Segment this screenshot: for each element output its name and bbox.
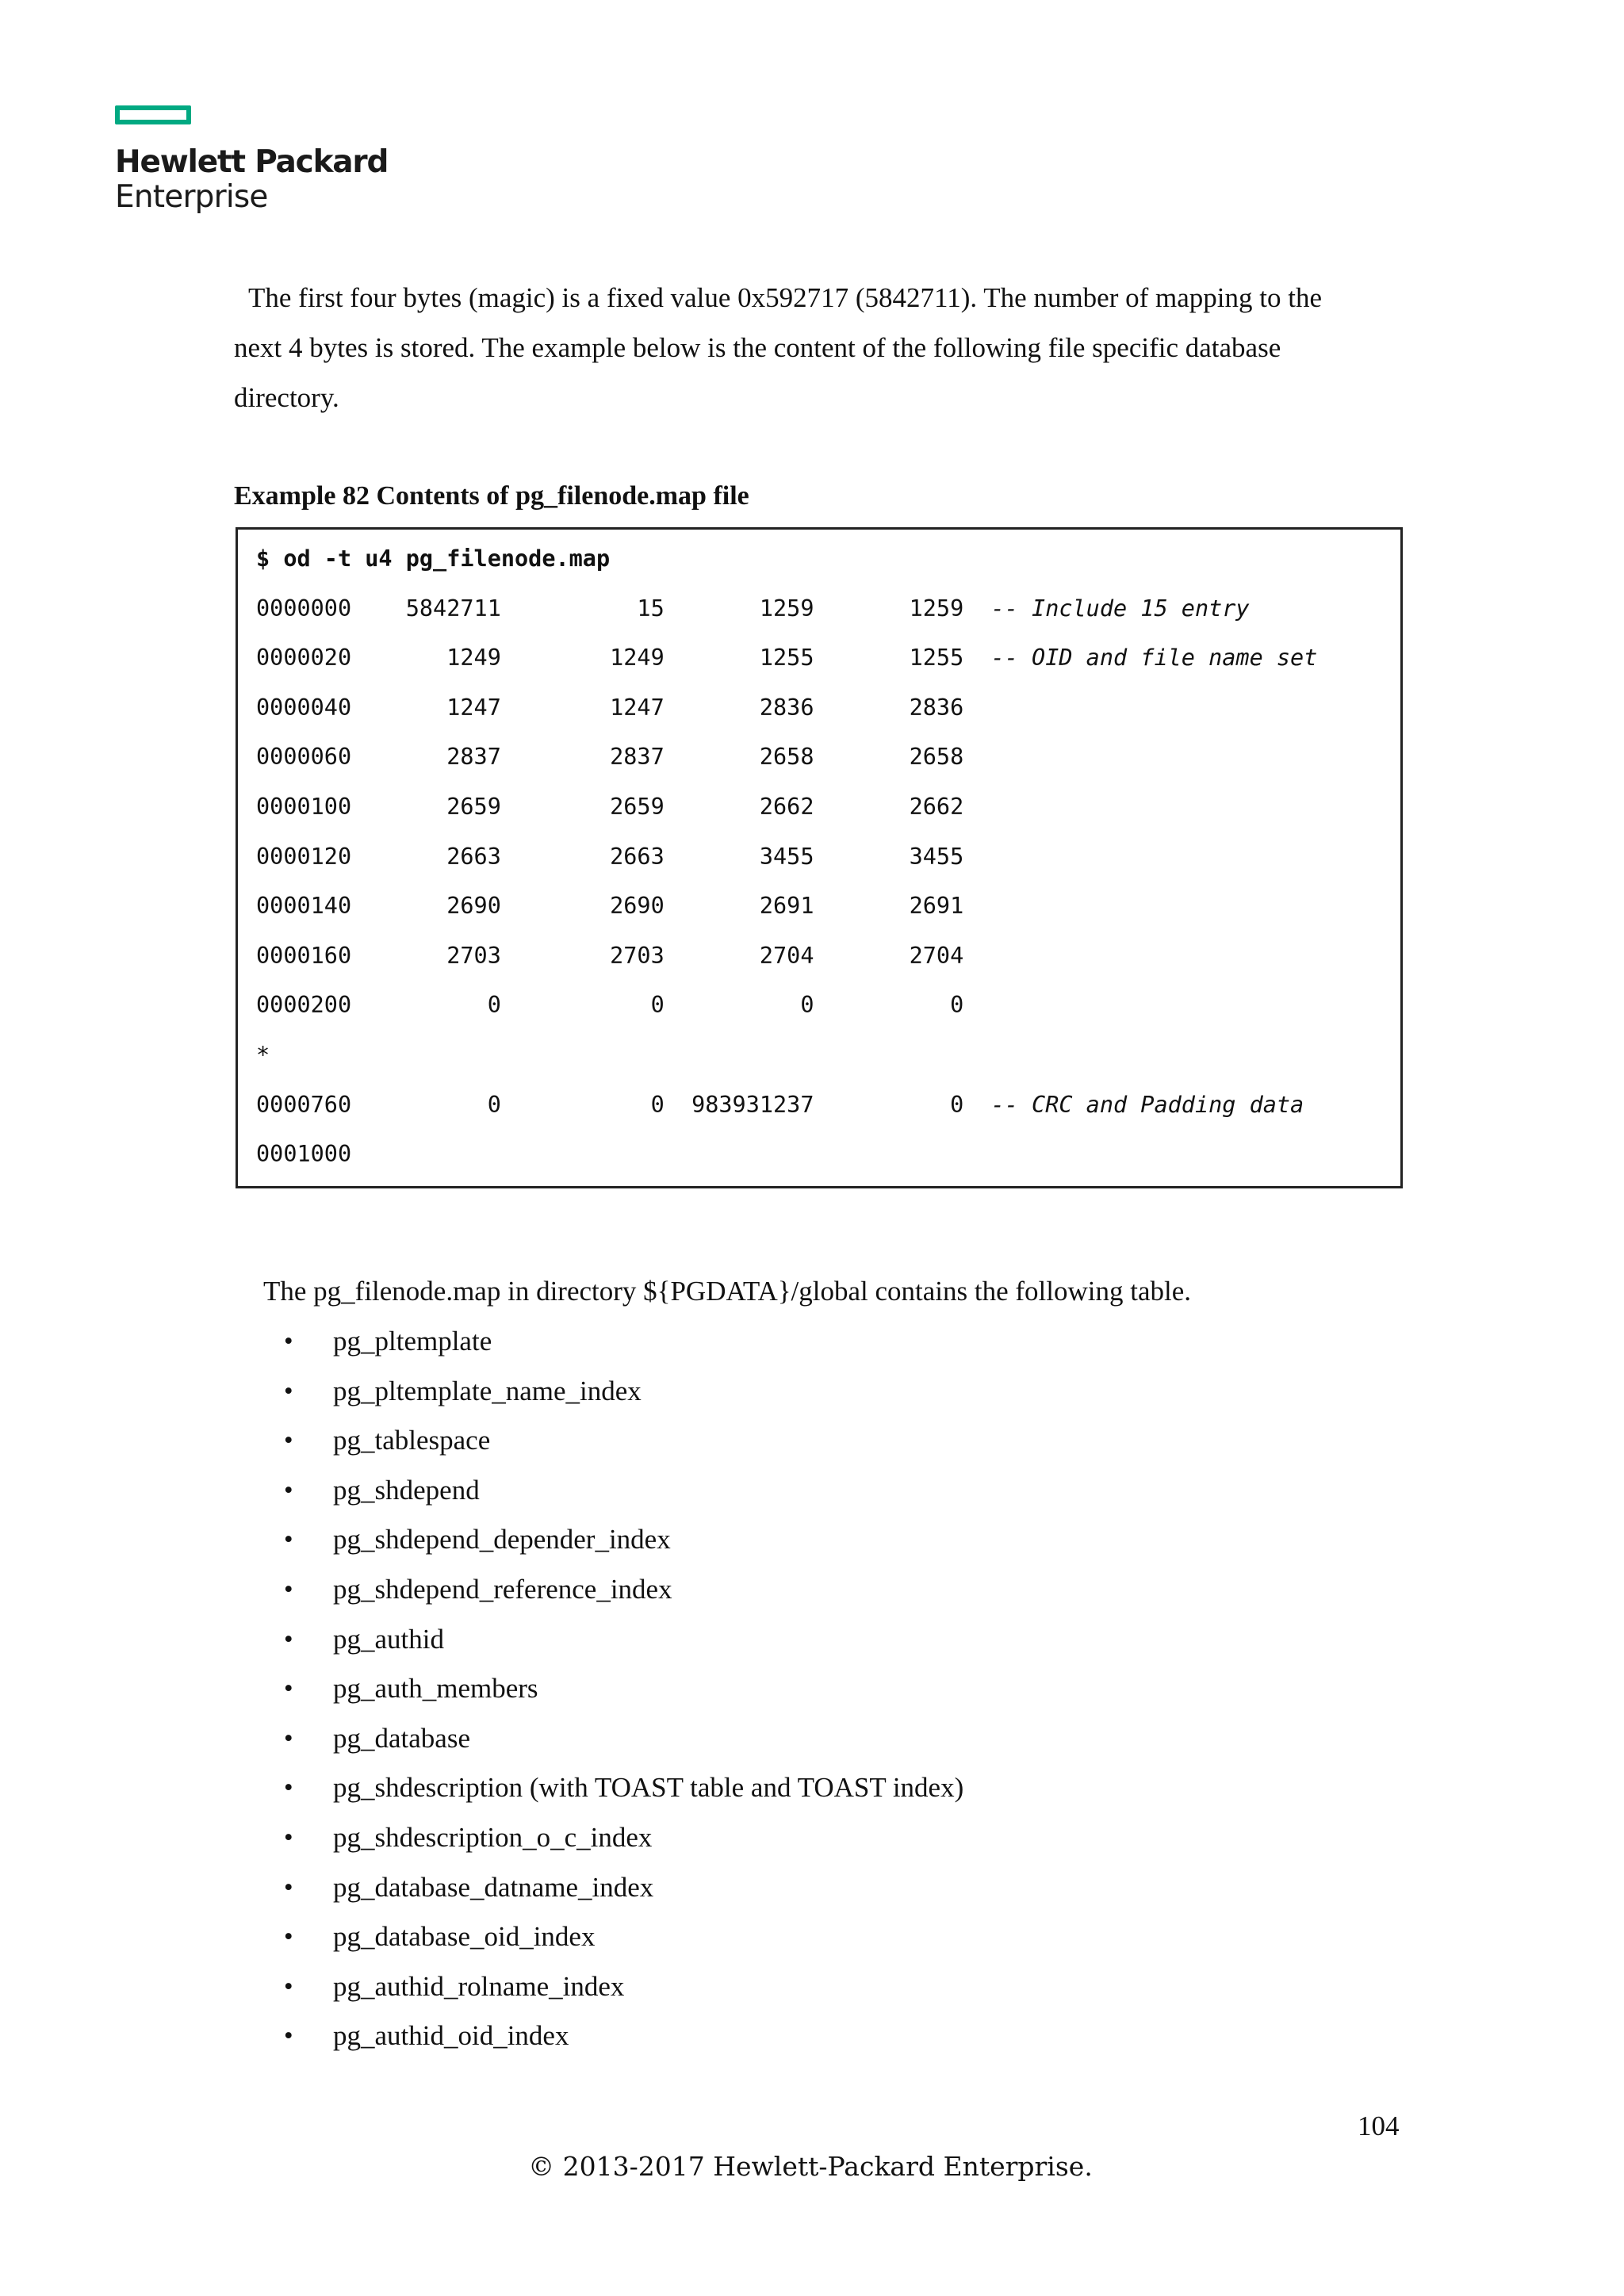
list-item (282, 1813, 963, 1863)
bullet-icon: • (284, 1525, 293, 1555)
intro-line: The first four bytes (magic) is a fixed value 0x592717 (5842711). The number of mapping to the (248, 282, 1322, 313)
code-line: 0001000 (256, 1141, 352, 1168)
bullet-icon: • (284, 1823, 293, 1852)
copyright-footer (0, 2149, 1624, 2184)
bullet-icon: • (284, 1724, 293, 1753)
list-item-label: pg_database (333, 1722, 470, 1754)
list-item-label: pg_authid_rolname_index (333, 1970, 625, 2002)
code-listing (256, 534, 1317, 1180)
hpe-logo-mark (115, 105, 191, 124)
list-item (282, 2011, 963, 2061)
list-item-label: pg_shdepend (333, 1474, 480, 1506)
code-line: 0000100 2659 2659 2662 2662 (256, 793, 964, 820)
list-item-label: pg_shdescription_o_c_index (333, 1821, 653, 1853)
list-item-label: pg_database_oid_index (333, 1921, 596, 1953)
code-comment: -- OID and file name set (963, 645, 1318, 672)
list-item-label: pg_authid (333, 1623, 444, 1655)
table-intro-text: The pg_filenode.map in directory ${PGDATA}/global contains the following table. (263, 1276, 1191, 1307)
list-item (282, 1317, 963, 1367)
intro-line: directory. (234, 382, 339, 413)
list-item (282, 1615, 963, 1665)
code-comment: -- CRC and Padding data (963, 1091, 1304, 1118)
table-list (282, 1317, 963, 2061)
bullet-icon: • (284, 1972, 293, 2001)
list-item (282, 1515, 963, 1565)
list-item-label: pg_pltemplate (333, 1326, 492, 1357)
copyright-text: © 2013-2017 Hewlett-Packard Enterprise. (528, 2151, 1093, 2182)
code-line: 0000200 0 0 0 0 (256, 992, 964, 1019)
bullet-icon: • (284, 1873, 293, 1902)
bullet-icon: • (284, 1575, 293, 1604)
list-item (282, 1763, 963, 1813)
list-item-label: pg_shdepend_depender_index (333, 1524, 671, 1556)
list-item-label: pg_tablespace (333, 1425, 491, 1456)
code-line: 0000120 2663 2663 3455 3455 (256, 843, 964, 870)
page-number: 104 (1358, 2110, 1400, 2141)
list-item (282, 1466, 963, 1516)
list-item (282, 1714, 963, 1764)
code-comment: -- Include 15 entry (963, 595, 1250, 622)
bullet-icon: • (284, 1624, 293, 1654)
code-line: 0000140 2690 2690 2691 2691 (256, 893, 964, 920)
bullet-icon: • (284, 1475, 293, 1505)
list-item (282, 1664, 963, 1714)
intro-line: next 4 bytes is stored. The example below is the content of the following file specific database (234, 332, 1281, 363)
code-line: 0000160 2703 2703 2704 2704 (256, 942, 964, 969)
list-item (282, 1863, 963, 1913)
list-item (282, 1962, 963, 2012)
logo-name-line1: Hewlett Packard (115, 144, 389, 180)
list-item-label: pg_auth_members (333, 1673, 538, 1705)
list-item-label: pg_pltemplate_name_index (333, 1375, 642, 1406)
bullet-icon: • (284, 1674, 293, 1704)
bullet-icon: • (284, 2022, 293, 2051)
bullet-icon: • (284, 1426, 293, 1456)
bullet-icon: • (284, 1923, 293, 1952)
list-item (282, 1912, 963, 1962)
code-block (236, 527, 1403, 1188)
logo-name-line2: Enterprise (115, 179, 268, 215)
list-item (282, 1565, 963, 1615)
bullet-icon: • (284, 1774, 293, 1803)
list-item (282, 1416, 963, 1466)
code-line: 0000040 1247 1247 2836 2836 (256, 694, 964, 721)
bullet-icon: • (284, 1327, 293, 1356)
code-command: $ od -t u4 pg_filenode.map (256, 545, 611, 572)
list-item-label: pg_shdescription (with TOAST table and TOAST index) (333, 1772, 964, 1804)
code-line: 0000020 1249 1249 1255 1255 -- OID and file name set (256, 645, 1318, 672)
list-item-label: pg_database_datname_index (333, 1871, 654, 1903)
bullet-icon: • (284, 1376, 293, 1406)
code-line: 0000760 0 0 983931237 0 -- CRC and Padding data (256, 1091, 1304, 1118)
example-caption: Example 82 Contents of pg_filenode.map file (234, 481, 749, 511)
list-item (282, 1367, 963, 1417)
code-line: 0000000 5842711 15 1259 1259 -- Include 15 entry (256, 595, 1250, 622)
list-item-label: pg_shdepend_reference_index (333, 1573, 672, 1605)
intro-paragraph (234, 273, 1392, 423)
hpe-logo (115, 105, 388, 215)
code-line: 0000060 2837 2837 2658 2658 (256, 744, 964, 771)
list-item-label: pg_authid_oid_index (333, 2020, 569, 2052)
code-line: * (256, 1041, 270, 1068)
